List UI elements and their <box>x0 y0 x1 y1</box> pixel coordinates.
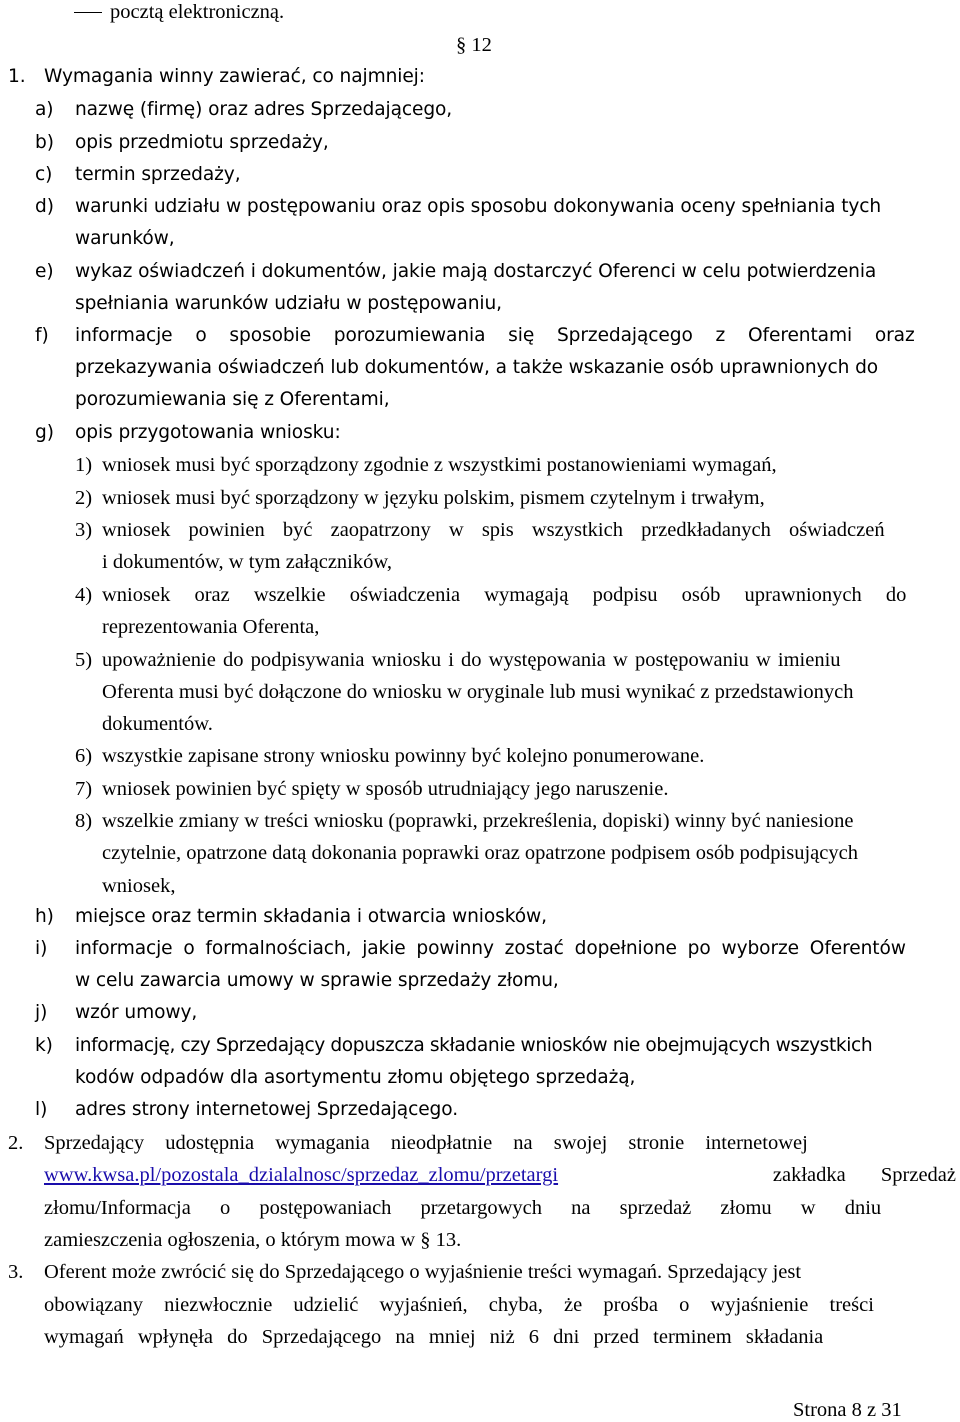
marker-g4: 4) <box>75 584 93 606</box>
marker-g8: 8) <box>75 810 93 832</box>
p2-number: 2. <box>8 1132 24 1154</box>
item-g3-line1: wniosek powinien być zaopatrzony w spis wszystkich przedkładanych oświadczeń <box>102 519 885 541</box>
marker-h: h) <box>35 906 54 927</box>
marker-g: g) <box>35 422 54 443</box>
marker-g5: 5) <box>75 649 93 671</box>
p1-intro: Wymagania winny zawierać, co najmniej: <box>44 66 425 87</box>
page-number: Strona 8 z 31 <box>793 1399 902 1421</box>
marker-b: b) <box>35 132 54 153</box>
item-e-line1: wykaz oświadczeń i dokumentów, jakie mają dostarczyć Oferenci w celu potwierdzenia <box>75 261 877 282</box>
kwsa-link[interactable]: www.kwsa.pl/pozostala_dzialalnosc/sprzedaz_zlomu/przetargi <box>44 1164 559 1186</box>
p3-line1: Oferent może zwrócić się do Sprzedającego o wyjaśnienie treści wymagań. Sprzedający jest <box>44 1261 802 1283</box>
marker-g7: 7) <box>75 778 93 800</box>
item-g1: wniosek musi być sporządzony zgodnie z wszystkimi postanowieniami wymagań, <box>102 454 777 476</box>
item-h: miejsce oraz termin składania i otwarcia wniosków, <box>75 906 547 927</box>
item-g5-line2: Oferenta musi być dołączone do wniosku w oryginale lub musi wynikać z przedstawionych <box>102 681 854 703</box>
p2-line3: złomu/Informacja o postępowaniach przetargowych na sprzedaż złomu w dniu <box>44 1197 882 1219</box>
item-i-line1: informacje o formalnościach, jakie powinny zostać dopełnione po wyborze Oferentów <box>75 938 906 959</box>
item-d-line2: warunków, <box>75 228 175 249</box>
p3-line3: wymagań wpłynęła do Sprzedającego na mniej niż 6 dni przed terminem składania <box>44 1326 824 1348</box>
marker-e: e) <box>35 261 54 282</box>
item-d-line1: warunki udziału w postępowaniu oraz opis sposobu dokonywania oceny spełniania tych <box>75 196 882 217</box>
p1-number: 1. <box>8 66 26 87</box>
item-g4-line2: reprezentowania Oferenta, <box>102 616 320 638</box>
item-g7: wniosek powinien być spięty w sposób utrudniający jego naruszenie. <box>102 778 669 800</box>
section-symbol: § <box>456 34 467 56</box>
item-f-line3: porozumiewania się z Oferentami, <box>75 389 390 410</box>
marker-g3: 3) <box>75 519 93 541</box>
p2-line2 <box>44 1165 956 1186</box>
marker-i: i) <box>35 938 48 959</box>
top-bullet-text: pocztą elektroniczną. <box>110 1 285 23</box>
item-a: nazwę (firmę) oraz adres Sprzedającego, <box>75 99 453 120</box>
item-c: termin sprzedaży, <box>75 164 241 185</box>
section-number: 12 <box>471 34 492 56</box>
item-g6: wszystkie zapisane strony wniosku powinny być kolejno ponumerowane. <box>102 745 705 767</box>
dash-bullet <box>74 12 102 13</box>
item-j: wzór umowy, <box>75 1002 198 1023</box>
item-g5-line3: dokumentów. <box>102 713 213 735</box>
marker-j: j) <box>35 1002 48 1023</box>
marker-c: c) <box>35 164 53 185</box>
item-g3-line2: i dokumentów, w tym załączników, <box>102 551 392 573</box>
marker-k: k) <box>35 1035 53 1056</box>
p2-line2-rest: zakładka Sprzedaż <box>772 1164 956 1186</box>
p3-line2: obowiązany niezwłocznie udzielić wyjaśnień, chyba, że prośba o wyjaśnienie treści <box>44 1294 874 1316</box>
item-g2: wniosek musi być sporządzony w języku polskim, pismem czytelnym i trwałym, <box>102 487 765 509</box>
marker-g1: 1) <box>75 454 93 476</box>
marker-l: l) <box>35 1099 48 1120</box>
item-g8-line2: czytelnie, opatrzone datą dokonania poprawki oraz opatrzone podpisem osób podpisujących <box>102 842 858 864</box>
item-g5-line1: upoważnienie do podpisywania wniosku i do występowania w postępowaniu w imieniu <box>102 649 841 671</box>
item-f-line1-text: informacje o sposobie porozumiewania się Sprzedającego z Oferentami oraz <box>75 325 915 346</box>
item-k-line2: kodów odpadów dla asortymentu złomu objętego sprzedażą, <box>75 1067 636 1088</box>
item-e-line2: spełniania warunków udziału w postępowaniu, <box>75 293 502 314</box>
item-g8-line3: wniosek, <box>102 875 176 897</box>
marker-g2: 2) <box>75 487 93 509</box>
p3-number: 3. <box>8 1261 24 1283</box>
marker-g6: 6) <box>75 745 93 767</box>
p2-line4: zamieszczenia ogłoszenia, o którym mowa w § 13. <box>44 1229 462 1251</box>
item-g4-line1: wniosek oraz wszelkie oświadczenia wymagają podpisu osób uprawnionych do <box>102 584 907 606</box>
item-l: adres strony internetowej Sprzedającego. <box>75 1099 459 1120</box>
item-b: opis przedmiotu sprzedaży, <box>75 132 329 153</box>
item-f-line1 <box>75 327 956 346</box>
item-f-line2: przekazywania oświadczeń lub dokumentów, a także wskazanie osób uprawnionych do <box>75 357 879 378</box>
item-g8-line1: wszelkie zmiany w treści wniosku (poprawki, przekreślenia, dopiski) winny być naniesione <box>102 810 854 832</box>
item-g: opis przygotowania wniosku: <box>75 422 341 443</box>
p2-line1: Sprzedający udostępnia wymagania nieodpłatnie na swojej stronie internetowej <box>44 1132 808 1154</box>
marker-a: a) <box>35 99 54 120</box>
item-i-line2: w celu zawarcia umowy w sprawie sprzedaży złomu, <box>75 970 559 991</box>
section-heading <box>456 35 492 56</box>
item-k-line1: informację, czy Sprzedający dopuszcza składanie wniosków nie obejmujących wszystkich <box>75 1035 873 1056</box>
marker-f: f) <box>35 325 49 346</box>
marker-d: d) <box>35 196 54 217</box>
